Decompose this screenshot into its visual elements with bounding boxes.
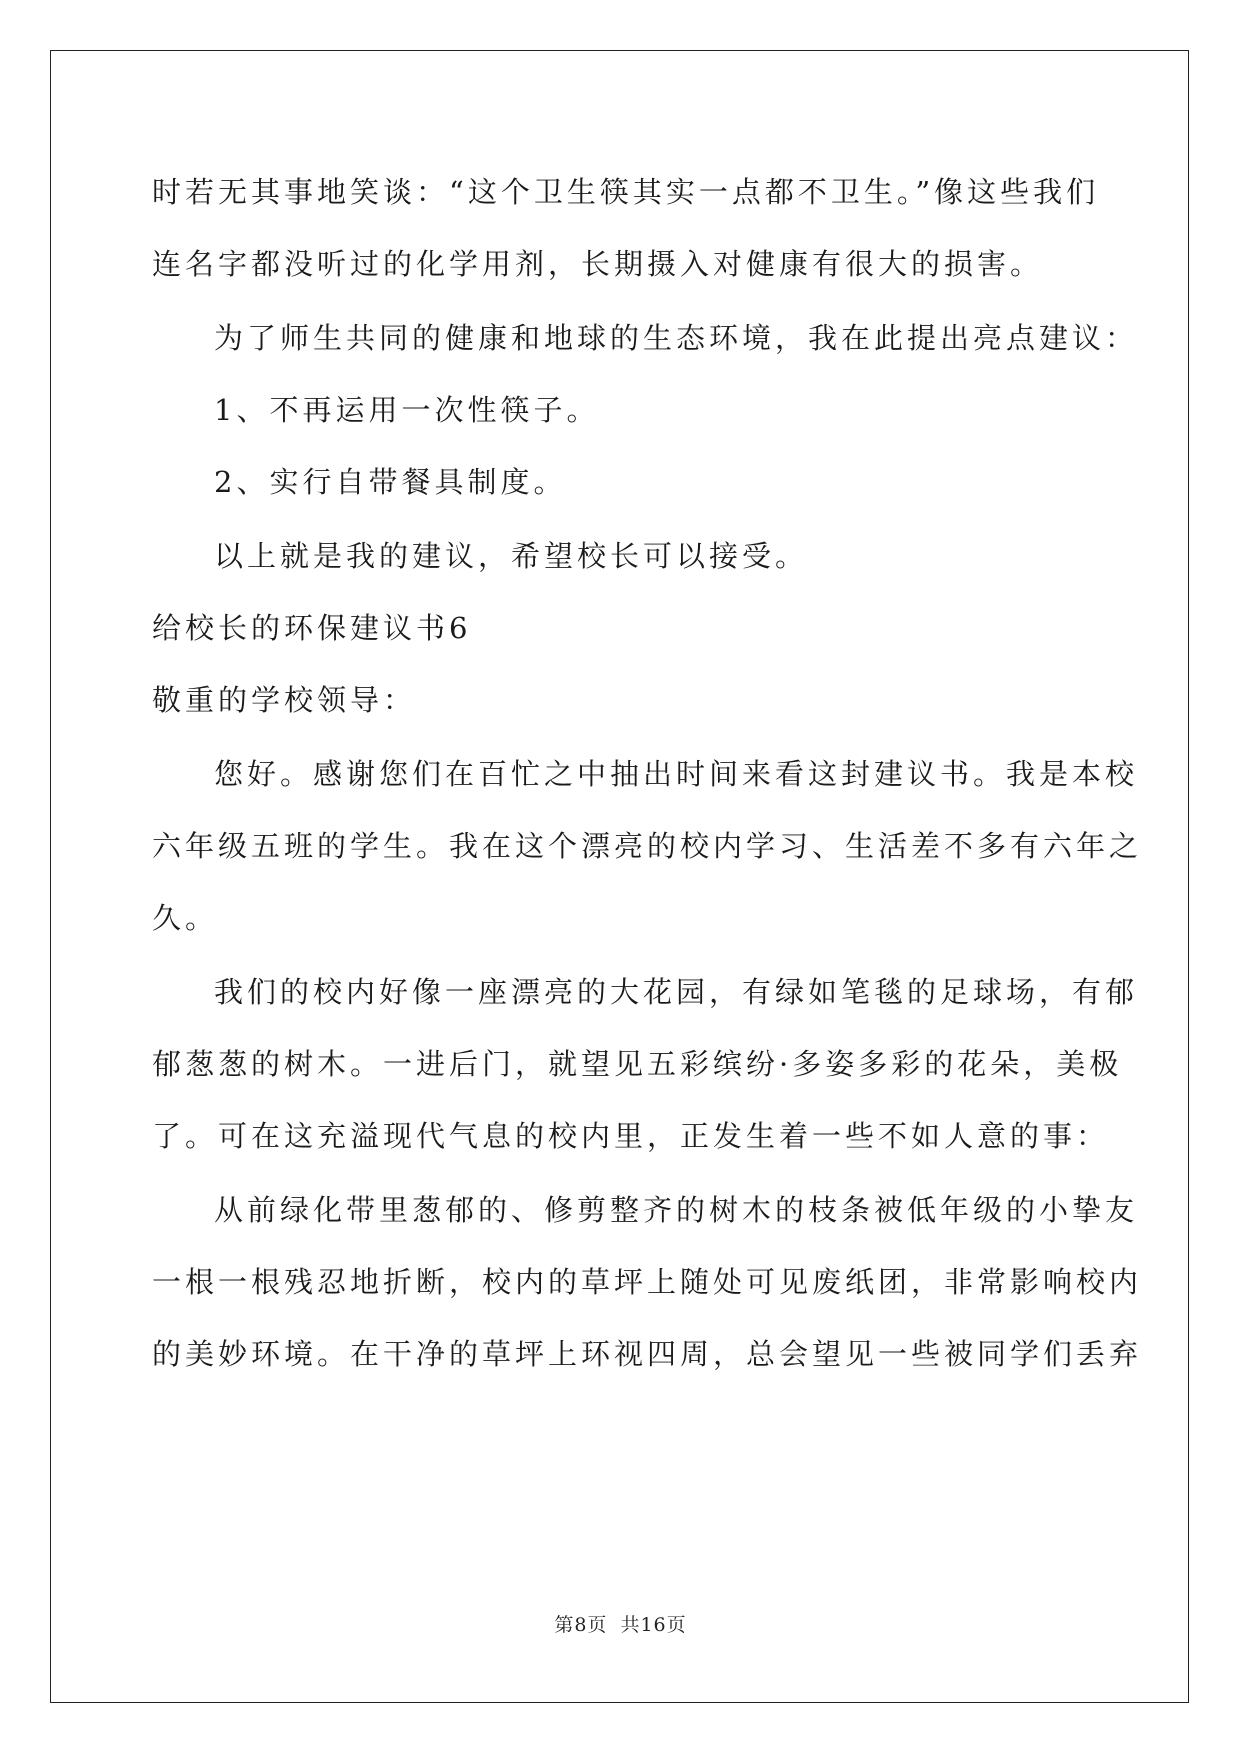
page-footer xyxy=(0,1610,1241,1637)
page-number: 第8页 xyxy=(554,1614,608,1636)
paragraph-line: 为了师生共同的健康和地球的生态环境，我在此提出亮点建议： xyxy=(214,321,1139,355)
paragraph-line: 郁葱葱的树木。一进后门，就望见五彩缤纷·多姿多彩的花朵，美极 xyxy=(152,1047,1123,1081)
paragraph-line: 一根一根残忍地折断，校内的草坪上随处可见废纸团，非常影响校内 xyxy=(152,1265,1143,1299)
paragraph-line: 六年级五班的学生。我在这个漂亮的校内学习、生活差不多有六年之 xyxy=(152,829,1143,863)
paragraph-line: 时若无其事地笑谈：“这个卫生筷其实一点都不卫生。”像这些我们 xyxy=(152,175,1100,209)
list-item: 1、不再运用一次性筷子。 xyxy=(214,393,600,427)
paragraph-line: 从前绿化带里葱郁的、修剪整齐的树木的枝条被低年级的小挚友 xyxy=(214,1193,1139,1227)
page-border xyxy=(50,50,1189,1703)
paragraph-line: 久。 xyxy=(152,901,219,935)
section-heading: 给校长的环保建议书6 xyxy=(152,611,472,645)
page-total: 共16页 xyxy=(620,1614,687,1636)
paragraph-line: 的美妙环境。在干净的草坪上环视四周，总会望见一些被同学们丢弃 xyxy=(152,1337,1143,1371)
list-item: 2、实行自带餐具制度。 xyxy=(214,465,567,499)
salutation: 敬重的学校领导： xyxy=(152,683,417,717)
paragraph-line: 连名字都没听过的化学用剂，长期摄入对健康有很大的损害。 xyxy=(152,247,1044,281)
paragraph-line: 以上就是我的建议，希望校长可以接受。 xyxy=(214,539,809,573)
paragraph-line: 我们的校内好像一座漂亮的大花园，有绿如笔毯的足球场，有郁 xyxy=(214,975,1139,1009)
paragraph-line: 了。可在这充溢现代气息的校内里，正发生着一些不如人意的事： xyxy=(152,1119,1110,1153)
paragraph-line: 您好。感谢您们在百忙之中抽出时间来看这封建议书。我是本校 xyxy=(214,757,1139,791)
